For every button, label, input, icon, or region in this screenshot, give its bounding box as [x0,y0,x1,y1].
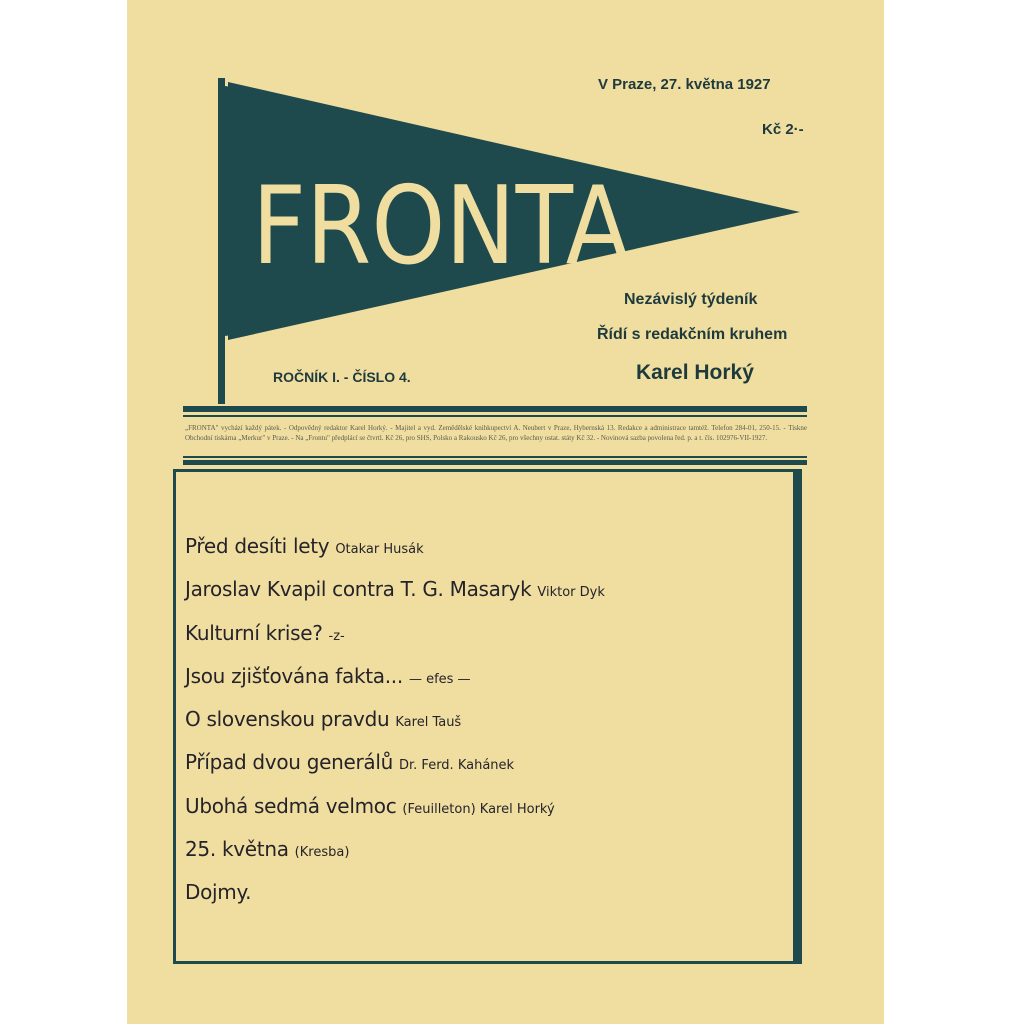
article-author: -z- [328,628,345,644]
article-title: Dojmy. [185,880,252,905]
article-author: — efes — [408,671,471,687]
article-title: Jsou zjišťována fakta... [185,663,403,688]
subtitle-weekly: Nezávislý týdeník [624,291,758,308]
imprint-rule-thin [183,456,807,458]
article-author: Viktor Dyk [537,585,605,601]
subtitle-editorial: Řídí s redakčním kruhem [597,326,788,343]
article-author: Otakar Husák [335,542,424,557]
contents-item [185,534,605,577]
contents-item [185,621,605,664]
contents-frame-shadow [793,469,802,964]
article-title: Ubohá sedmá velmoc [185,793,397,818]
article-author: (Feuilleton) Karel Horký [402,801,555,817]
article-title: O slovenskou pravdu [185,707,390,732]
article-title: Případ dvou generálů [185,750,393,775]
contents-item [185,794,605,837]
contents-item [185,837,605,880]
header-rule-thin [183,415,807,417]
article-title: 25. května [185,837,289,862]
article-author: Dr. Ferd. Kahánek [399,758,515,774]
contents-item [185,880,605,923]
article-title: Před desíti lety [185,534,330,558]
imprint-text: „FRONTA" vychází každý pátek. - Odpovědný redaktor Karel Horký. - Majitel a vyd. Zemědělské knihkupectví A. Neubert v Praze, Hybernská 13. Redakce a administrace tamtéž. Telefon 284-01, 250-15. - Tiskne Obchodní tiskárna „Merkur" v Praze. - Na „Frontu" předplácí se čtvrtl. Kč 26, pro SHS, Polsko a Rakousko Kč 26, pro všechny ostat. státy Kč 32. - Novinová sazba povolena řed. p. a t. čís. 102976-VII-1927. [185,424,807,442]
issue-date: V Praze, 27. května 1927 [598,76,771,93]
article-title: Kulturní krise? [185,620,323,645]
imprint-rule-thick [183,460,807,465]
contents-item [185,707,605,750]
contents-item [185,664,605,707]
contents-item [185,750,605,793]
issue-price: Kč 2·- [762,121,804,138]
masthead-title: FRONTA [252,164,630,289]
article-author: (Kresba) [294,845,350,861]
editor-name: Karel Horký [636,361,754,384]
article-title: Jaroslav Kvapil contra T. G. Masaryk [185,577,532,602]
article-author: Karel Tauš [395,715,462,731]
header-rule-thick [183,406,807,412]
contents-item [185,577,605,620]
volume-issue: ROČNÍK I. - ČÍSLO 4. [273,369,411,385]
table-of-contents [185,534,605,924]
